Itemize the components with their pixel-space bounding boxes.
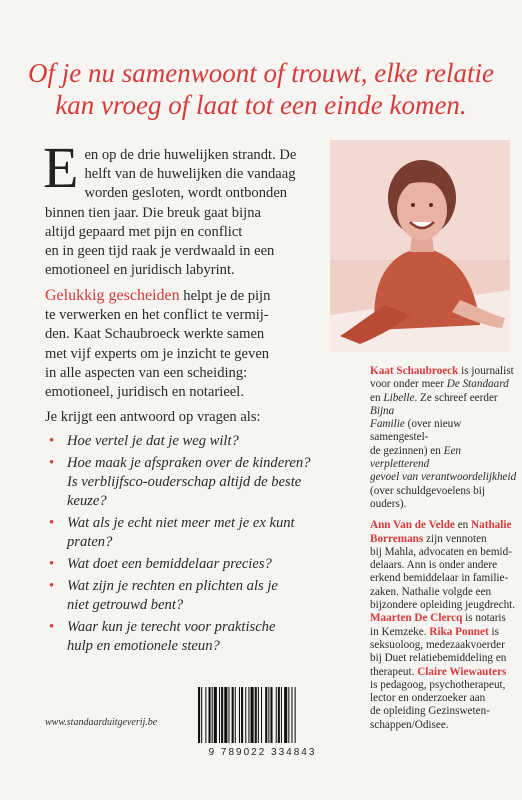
list-item — [45, 577, 345, 615]
expert-name: Ann Van de Velde — [370, 519, 455, 532]
question-line: • Hoe maak je afspraken over de kinderen? — [67, 455, 311, 471]
bio-line — [370, 418, 520, 445]
expert-name: Claire Wiewauters — [417, 665, 507, 678]
intro-line: en op de drie huwelijken strandt. De — [84, 147, 297, 163]
bio-line — [370, 519, 520, 532]
isbn-number: 9 789022 334843 — [208, 747, 317, 758]
bio-text: en — [454, 519, 472, 532]
barcode-bar — [268, 687, 269, 743]
book-name: gevoel van verantwoordelijkheid — [370, 471, 517, 484]
bio-line: de opleiding Gezinsweten- — [370, 705, 490, 718]
list-item — [45, 432, 345, 451]
bio-line: erkend bemiddelaar in familie- — [370, 572, 509, 585]
bio-line: (over schuldgevoelens bij — [370, 484, 485, 497]
barcode-bar — [214, 687, 217, 743]
bio-line: bij Mahla, advocaten en bemid- — [370, 545, 512, 558]
barcode-bar — [228, 687, 229, 743]
bio-line — [370, 533, 520, 546]
description-line — [45, 286, 325, 306]
bio-line — [370, 392, 520, 419]
barcode-bar — [278, 687, 280, 743]
barcode-bar — [281, 687, 282, 743]
description-line: emotioneel, juridisch en notarieel. — [45, 384, 244, 401]
question-line: • Wat zijn je rechten en plichten als je — [67, 578, 278, 594]
bio-experts — [370, 519, 520, 732]
barcode-bar — [198, 687, 200, 743]
questions-list — [45, 432, 345, 659]
expert-name: Maarten De Clercq — [370, 612, 463, 625]
description-line: in alle aspecten van een scheiding: — [45, 364, 248, 381]
drop-cap: E — [43, 135, 79, 200]
tagline-line: Of je nu samenwoont of trouwt, elke relatie — [28, 58, 494, 88]
bio-line — [370, 626, 520, 639]
barcode-bar — [261, 687, 262, 743]
bio-text: is — [488, 625, 499, 638]
barcode-bar — [291, 687, 292, 743]
list-item — [45, 618, 345, 656]
bio-line: delaars. Ann is onder andere — [370, 559, 498, 572]
publisher-website: www.standaarduitgeverij.be — [45, 717, 158, 728]
bio-line: bij Duet relatiebemiddeling en — [370, 652, 507, 665]
barcode-bar — [245, 687, 246, 743]
barcode-bar — [205, 687, 206, 743]
bio-line: zaken. Nathalie volgde een — [370, 585, 492, 598]
question-line: • Wat doet een bemiddelaar precies? — [67, 556, 272, 572]
description-line: den. Kaat Schaubroeck werkte samen — [45, 326, 265, 343]
barcode-bar — [288, 687, 289, 743]
bio-text: voor onder meer — [370, 378, 447, 391]
bio-text: en — [370, 391, 384, 404]
intro-paragraph — [43, 135, 325, 280]
barcode-bar — [201, 687, 202, 743]
question-line: niet getrouwd bent? — [67, 597, 184, 613]
bio-line — [370, 666, 520, 679]
barcode-bar — [284, 687, 287, 743]
bio-text: zijn vennoten — [423, 532, 487, 545]
author-photo — [330, 140, 510, 352]
barcode-bar — [241, 687, 243, 743]
bio-line: ouders). — [370, 497, 407, 510]
barcode-bar — [239, 687, 240, 743]
barcode-bar — [221, 687, 223, 743]
question-line: • Waar kun je terecht voor praktische — [67, 619, 276, 635]
author-name: Kaat Schaubroeck — [370, 365, 459, 377]
description-line: met vijf experts om je inzicht te geven — [45, 345, 270, 362]
bio-line: is pedagoog, psychotherapeut, — [370, 678, 506, 691]
intro-line: altijd gepaard met pijn en conflict — [45, 223, 243, 240]
barcode-bar — [255, 687, 257, 743]
bio-line: schappen/Odisee. — [370, 718, 449, 731]
barcode-bar — [276, 687, 277, 743]
barcode-bar — [265, 687, 267, 743]
question-line: keuze? — [67, 493, 107, 509]
list-item — [45, 454, 345, 511]
barcode-bar — [212, 687, 213, 743]
bio-line: seksuoloog, medezaakvoerder — [370, 638, 505, 651]
intro-line: en in geen tijd raak je verdwaald in een — [45, 243, 275, 260]
list-item — [45, 555, 345, 574]
bio-line: bijzondere opleiding jeugdrecht. — [370, 599, 516, 612]
bio-line — [370, 378, 520, 391]
bio-kaat — [370, 365, 520, 511]
barcode-bar — [258, 687, 259, 743]
book-description — [45, 286, 325, 402]
description-line: te verwerken en het conflict te vermij- — [45, 307, 269, 324]
bio-text: is journalist — [458, 365, 514, 377]
intro-line: emotioneel en juridisch labyrint. — [45, 262, 235, 279]
bio-text: de gezinnen) en — [370, 444, 444, 457]
barcode-bar — [219, 687, 220, 743]
barcode-bar — [232, 687, 234, 743]
expert-name: Borremans — [370, 532, 424, 545]
question-line: praten? — [67, 534, 113, 550]
questions-intro: Je krijgt een antwoord op vragen als: — [45, 409, 261, 425]
tagline — [0, 57, 522, 121]
barcode-bar — [251, 687, 254, 743]
question-line: • Hoe vertel je dat je weg wilt? — [67, 433, 239, 449]
bio-text: in Kemzeke. — [370, 625, 430, 638]
tagline-line: kan vroeg of laat tot een einde komen. — [55, 90, 467, 120]
book-name: Een verpletterend — [370, 444, 462, 471]
bio-line — [370, 365, 520, 378]
barcode-bar — [295, 687, 296, 743]
bio-line — [370, 612, 520, 625]
barcode-bar — [224, 687, 227, 743]
bio-text: is notaris — [462, 612, 506, 625]
question-line: Is verblijfsco-ouderschap altijd de beste — [67, 474, 302, 490]
barcode-bar — [209, 687, 211, 743]
publication-name: Libelle — [383, 391, 415, 404]
author-bios — [370, 365, 520, 740]
question-line: • Wat als je echt niet meer met je ex kunt — [67, 515, 295, 531]
bio-text: (over nieuw samengestel- — [370, 418, 462, 444]
barcode-bar — [270, 687, 272, 743]
bio-text: . Ze schreef eerder — [414, 391, 498, 404]
book-name: Familie — [370, 418, 405, 431]
barcode-bar — [235, 687, 236, 743]
barcode-bar — [248, 687, 249, 743]
intro-line: binnen tien jaar. Die breuk gaat bijna — [45, 204, 261, 221]
intro-line: worden gesloten, wordt ontbonden — [84, 185, 288, 202]
book-name: Bijna — [370, 404, 395, 417]
list-item — [45, 514, 345, 552]
bio-text: therapeut. — [370, 665, 418, 678]
publication-name: De Standaard — [446, 378, 509, 391]
book-title-highlight: Gelukkig gescheiden — [45, 287, 180, 304]
expert-name: Rika Ponnet — [429, 625, 489, 638]
bio-line — [370, 445, 520, 472]
description-text: helpt je de pijn — [179, 288, 271, 304]
intro-line: helft van de huwelijken die vandaag — [84, 166, 296, 183]
author-portrait-image — [330, 140, 510, 352]
bio-line: lector en onderzoeker aan — [370, 692, 486, 705]
question-line: hulp en emotionele steun? — [67, 638, 220, 654]
expert-name: Nathalie — [471, 519, 512, 532]
barcode-icon — [190, 683, 335, 745]
